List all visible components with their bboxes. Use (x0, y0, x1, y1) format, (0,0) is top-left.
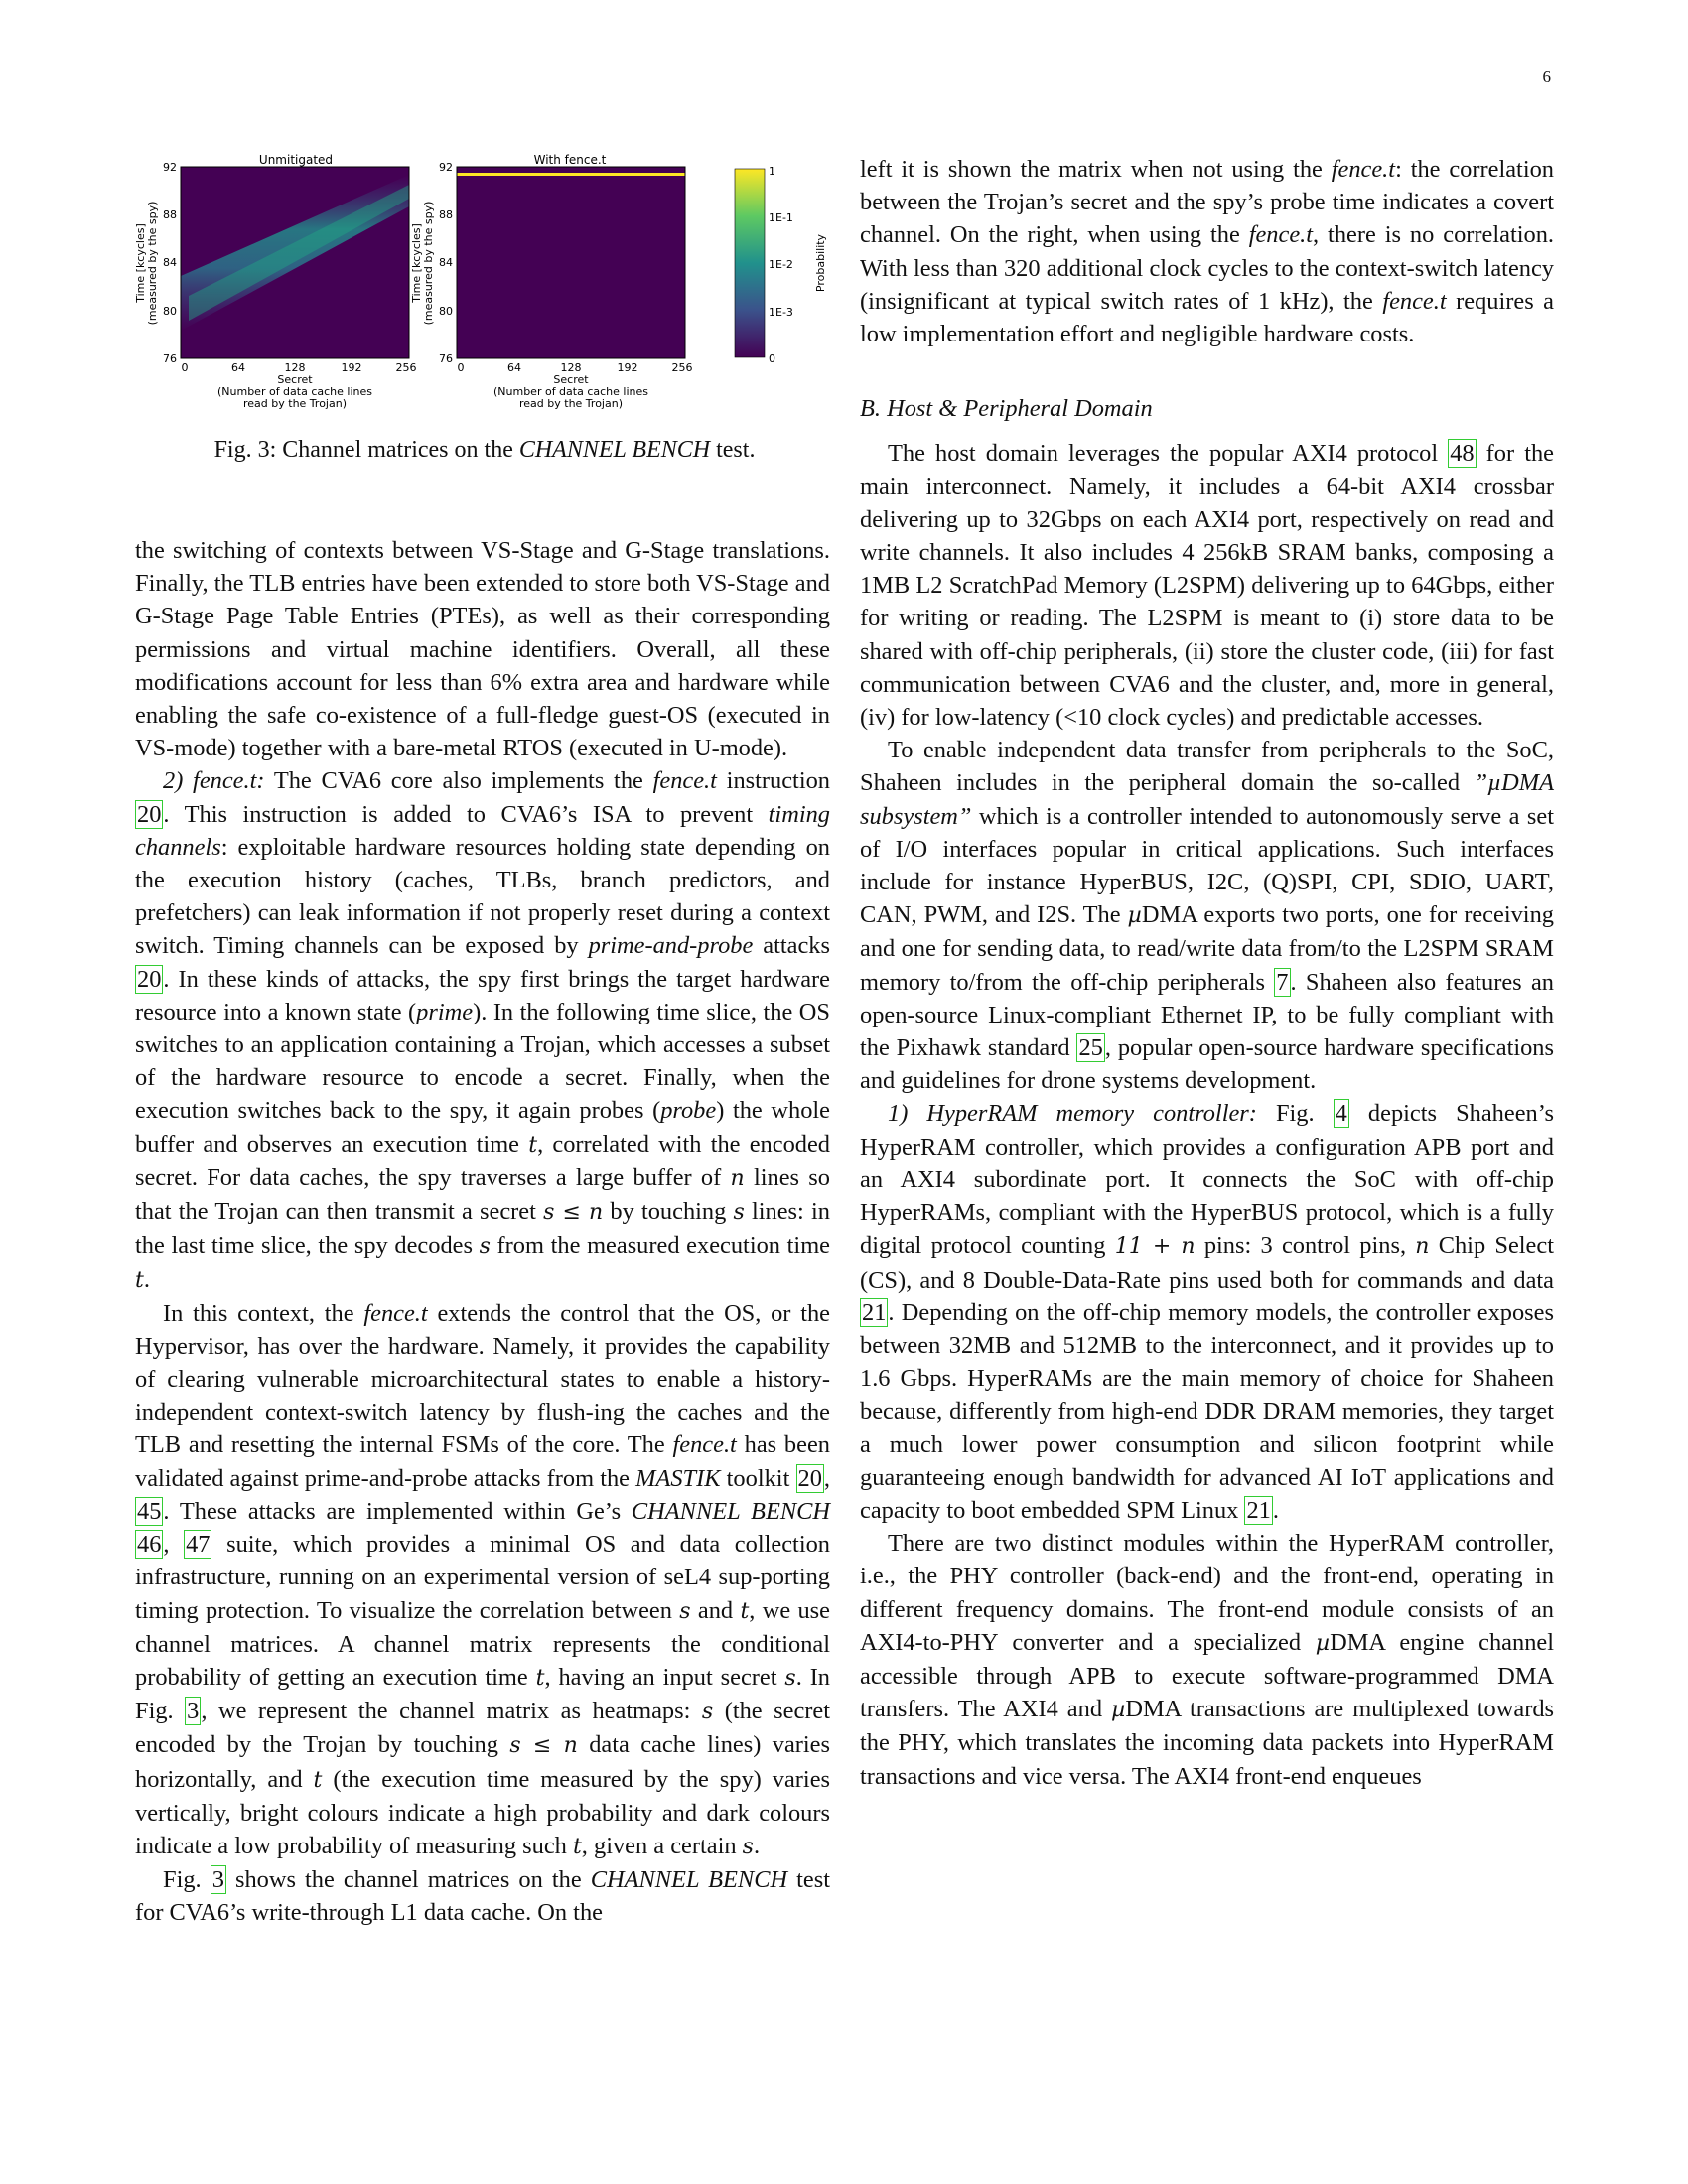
svg-text:84: 84 (163, 256, 177, 269)
heatmap-background (457, 167, 685, 358)
section-heading: B. Host & Peripheral Domain (860, 395, 1153, 423)
svg-text:80: 80 (439, 305, 453, 318)
paragraph: There are two distinct modules within the HyperRAM controller, i.e., the PHY controller (back-end) and the front-end, operating in different frequency domains. The front-end module consists of an AXI4-to-PHY converter and a specialized µDMA engine channel accessible through APB to execute software-programmed DMA transfers. The AXI4 and µDMA transactions are multiplexed towards the PHY, which translates the incoming data packets into HyperRAM transactions and vice versa. The AXI4 front-end enqueues (860, 1530, 1555, 1790)
right-column (860, 153, 1554, 1793)
svg-text:192: 192 (617, 361, 638, 374)
svg-text:1E-1: 1E-1 (769, 211, 793, 224)
svg-text:(Number of data cache lines: (Number of data cache lines (492, 385, 649, 398)
paragraph: The host domain leverages the popular AXI4 protocol 48 for the main interconnect. Namely, it includes a 64-bit AXI4 crossbar delivering up to 32Gbps on each AXI4 port, respectively on read and write channels. It also includes 4 256kB SRAM banks, composing a 1MB L2 ScratchPad Memory (L2SPM) delivering up to 64Gbps, either for writing or reading. The L2SPM is meant to (i) store data to be shared with off-chip peripherals, (ii) store the cluster code, (iii) for fast communication between CVA6 and the cluster, and, more in general, (iv) for low-latency (<10 clock cycles) and predictable accesses. (860, 440, 1554, 732)
chart-title: With fence.t (533, 153, 607, 167)
figure-channel-matrices (129, 147, 844, 435)
svg-text:64: 64 (507, 361, 521, 374)
paragraph: left it is shown the matrix when not using the fence.t: the correlation between the Trojan’s secret and the spy’s probe time indicates a covert channel. On the right, when using the fence.t, there is no correlation. With less than 320 additional clock cycles to the context-switch latency (insignificant at typical switch rates of 1 kHz), the fence.t requires a low implementation effort and negligible hardware costs. (860, 156, 1554, 348)
paragraph: 1) HyperRAM memory controller: Fig. 4 depicts Shaheen’s HyperRAM controller, which provides a configuration APB port and an AXI4 subordinate port. It connects the SoC with off-chip HyperRAMs, compliant with the HyperBUS protocol, which is a fully digital protocol counting 11 + n pins: 3 control pins, n Chip Select (CS), and 8 Double-Data-Rate pins used both for commands and data 21. Depending on the off-chip memory models, the controller exposes between 32MB and 512MB to the interconnect, and it provides up to 1.6 Gbps. HyperRAMs are the main memory of choice for Shaheen because, differently from high-end DDR DRAM memories, they target a much lower power consumption and silicon footprint while guaranteeing enough bandwidth for advanced AI IoT applications and capacity to boot embedded SPM Linux 21. (860, 1100, 1554, 1524)
svg-text:80: 80 (163, 305, 177, 318)
figure-svg (129, 147, 844, 435)
svg-text:76: 76 (163, 352, 177, 365)
svg-text:88: 88 (163, 208, 177, 221)
svg-text:Secret: Secret (553, 373, 589, 386)
svg-text:1E-2: 1E-2 (769, 258, 793, 271)
svg-text:256: 256 (395, 361, 417, 374)
svg-text:Probability: Probability (814, 233, 827, 293)
left-column (135, 534, 830, 1930)
figure-caption: Fig. 3: Channel matrices on the CHANNEL BENCH test. (213, 437, 756, 463)
svg-text:84: 84 (439, 256, 453, 269)
svg-text:92: 92 (163, 161, 177, 174)
svg-text:76: 76 (439, 352, 453, 365)
svg-text:Time [kcycles]: Time [kcycles] (410, 223, 423, 303)
svg-text:1E-3: 1E-3 (769, 306, 793, 319)
chart-title: Unmitigated (258, 153, 334, 167)
page-number: 6 (1542, 68, 1551, 86)
svg-text:Secret: Secret (277, 373, 313, 386)
paragraph: In this context, the fence.t extends the control that the OS, or the Hypervisor, has over the hardware. Namely, it provides the capability of clearing vulnerable microarchitectural states to enable a history-independent context-switch latency by flush-ing the caches and the TLB and resetting the internal FSMs of the core. The fence.t has been validated against prime-and-probe attacks from the MASTIK toolkit 20, 45. These attacks are implemented within Ge’s CHANNEL BENCH 46, 47 suite, which provides a minimal OS and data collection infrastructure, running on an experimental version of seL4 sup-porting timing protection. To visualize the correlation between s and t, we use channel matrices. A channel matrix represents the conditional probability of getting an execution time t, having an input secret s. In Fig. 3, we represent the channel matrix as heatmaps: s (the secret encoded by the Trojan by touching s ≤ n data cache lines) varies horizontally, and t (the execution time measured by the spy) varies vertically, bright colours indicate a high probability and dark colours indicate a low probability of measuring such t, given a certain s. (135, 1299, 831, 1859)
svg-text:(Number of data cache lines: (Number of data cache lines (216, 385, 373, 398)
svg-text:192: 192 (341, 361, 362, 374)
heatmap-with-fence-t (410, 153, 693, 410)
svg-text:1: 1 (769, 165, 775, 178)
paragraph: the switching of contexts between VS-Stage and G-Stage translations. Finally, the TLB entries have been extended to store both VS-Stage and G-Stage Page Table Entries (PTEs), as well as their corresponding permissions and virtual machine identifiers. Overall, all these modifications account for less than 6% extra area and hardware while enabling the safe co-existence of a full-fledge guest-OS (executed in VS-mode) together with a bare-metal RTOS (executed in U-mode). (135, 537, 830, 762)
svg-text:(measured by the spy): (measured by the spy) (422, 201, 435, 326)
paragraph: To enable independent data transfer from peripherals to the SoC, Shaheen includes in the peripheral domain the so-called ”µDMA subsystem” which is a controller intended to autonomously serve a set of I/O interfaces popular in critical applications. Such interfaces include for instance HyperBUS, I2C, (Q)SPI, CPI, SDIO, UART, CAN, PWM, and I2S. The µDMA exports two ports, one for receiving and one for sending data, to read/write data from/to the L2SPM SRAM memory to/from the off-chip peripherals 7. Shaheen also features an open-source Linux-compliant Ethernet IP, to be fully compliant with the Pixhawk standard 25, popular open-source hardware specifications and guidelines for drone systems development. (860, 737, 1554, 1095)
heatmap-unmitigated (134, 153, 417, 410)
svg-text:read by the Trojan): read by the Trojan) (519, 397, 623, 410)
svg-text:0: 0 (457, 361, 465, 374)
colorbar (735, 165, 827, 365)
svg-text:read by the Trojan): read by the Trojan) (243, 397, 347, 410)
heatmap-line (457, 173, 685, 176)
svg-text:88: 88 (439, 208, 453, 221)
svg-text:92: 92 (439, 161, 453, 174)
svg-text:64: 64 (231, 361, 245, 374)
svg-text:0: 0 (181, 361, 189, 374)
svg-text:128: 128 (560, 361, 582, 374)
svg-text:256: 256 (671, 361, 693, 374)
paragraph: 2) fence.t: The CVA6 core also implements the fence.t instruction 20. This instruction is added to CVA6’s ISA to prevent timing channels: exploitable hardware resources holding state depending on the execution history (caches, TLBs, branch predictors, and prefetchers) can leak information if not properly reset during a context switch. Timing channels can be exposed by prime-and-probe attacks 20. In these kinds of attacks, the spy first brings the target hardware resource into a known state (prime). In the following time slice, the OS switches to an application containing a Trojan, which accesses a subset of the hardware resource to encode a secret. Finally, when the execution switches back to the spy, it again probes (probe) the whole buffer and observes an execution time t, correlated with the encoded secret. For data caches, the spy traverses a large buffer of n lines so that the Trojan can then transmit a secret s ≤ n by touching s lines: in the last time slice, the spy decodes s from the measured execution time t. (135, 767, 830, 1294)
paragraph: Fig. 3 shows the channel matrices on the CHANNEL BENCH test for CVA6’s write-through L1 data cache. On the (135, 1866, 831, 1927)
svg-text:128: 128 (284, 361, 306, 374)
svg-text:0: 0 (769, 352, 775, 365)
svg-text:Time [kcycles]: Time [kcycles] (134, 223, 147, 303)
svg-text:(measured by the spy): (measured by the spy) (146, 201, 159, 326)
